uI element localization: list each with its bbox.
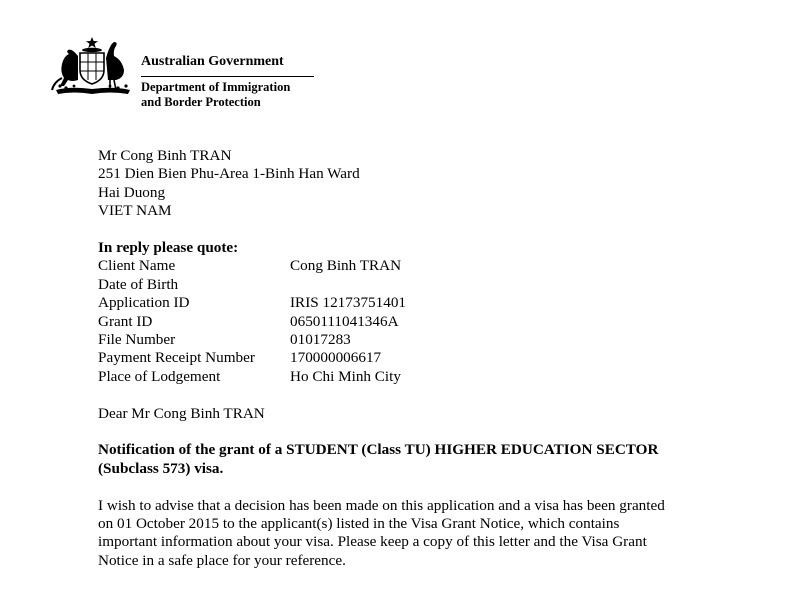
reference-row <box>98 257 738 275</box>
reference-value: IRIS 12173751401 <box>290 294 407 312</box>
reference-row <box>98 276 738 294</box>
address-street: 251 Dien Bien Phu-Area 1-Binh Han Ward <box>98 165 360 183</box>
reference-row <box>98 313 738 331</box>
reference-block <box>98 239 738 386</box>
reference-value: 170000006617 <box>290 349 382 367</box>
salutation: Dear Mr Cong Binh TRAN <box>98 404 265 422</box>
department-name <box>141 80 290 110</box>
reference-label: Client Name <box>98 257 176 275</box>
body-paragraph <box>98 497 738 571</box>
paragraph-line4: Notice in a safe place for your reference. <box>98 551 346 569</box>
recipient-address <box>98 147 738 221</box>
reference-label: Grant ID <box>98 312 153 330</box>
reference-label: Place of Lodgement <box>98 367 221 385</box>
reference-row <box>98 349 738 367</box>
recipient-name: Mr Cong Binh TRAN <box>98 147 232 164</box>
reference-value: Ho Chi Minh City <box>290 367 401 385</box>
reference-row <box>98 294 738 312</box>
reference-label: Payment Receipt Number <box>98 349 255 367</box>
department-name-line1: Department of Immigration <box>141 80 291 94</box>
paragraph-line3: important information about your visa. Please keep a copy of this letter and the Visa Grant <box>98 533 647 551</box>
reference-heading: In reply please quote: <box>98 239 239 257</box>
letter-body <box>98 147 738 570</box>
reference-value: 01017283 <box>290 331 351 349</box>
reference-label: File Number <box>98 331 176 349</box>
subject-line2: (Subclass 573) visa. <box>98 459 224 477</box>
address-city: Hai Duong <box>98 183 166 201</box>
coat-of-arms-icon <box>50 36 134 98</box>
department-name-line2: and Border Protection <box>141 95 261 109</box>
government-name: Australian Government <box>141 54 284 69</box>
reference-value: 0650111041346A <box>290 312 399 330</box>
subject-heading <box>98 441 738 478</box>
address-country: VIET NAM <box>98 202 172 220</box>
paragraph-line1: I wish to advise that a decision has been made on this application and a visa has been granted <box>98 496 665 514</box>
subject-line1: Notification of the grant of a STUDENT (Class TU) HIGHER EDUCATION SECTOR <box>98 441 659 459</box>
reference-row <box>98 331 738 349</box>
reference-row <box>98 368 738 386</box>
letterhead-divider <box>141 76 314 77</box>
reference-label: Application ID <box>98 294 190 312</box>
reference-value: Cong Binh TRAN <box>290 257 402 275</box>
reference-label: Date of Birth <box>98 275 179 293</box>
paragraph-line2: on 01 October 2015 to the applicant(s) listed in the Visa Grant Notice, which contains <box>98 515 620 533</box>
